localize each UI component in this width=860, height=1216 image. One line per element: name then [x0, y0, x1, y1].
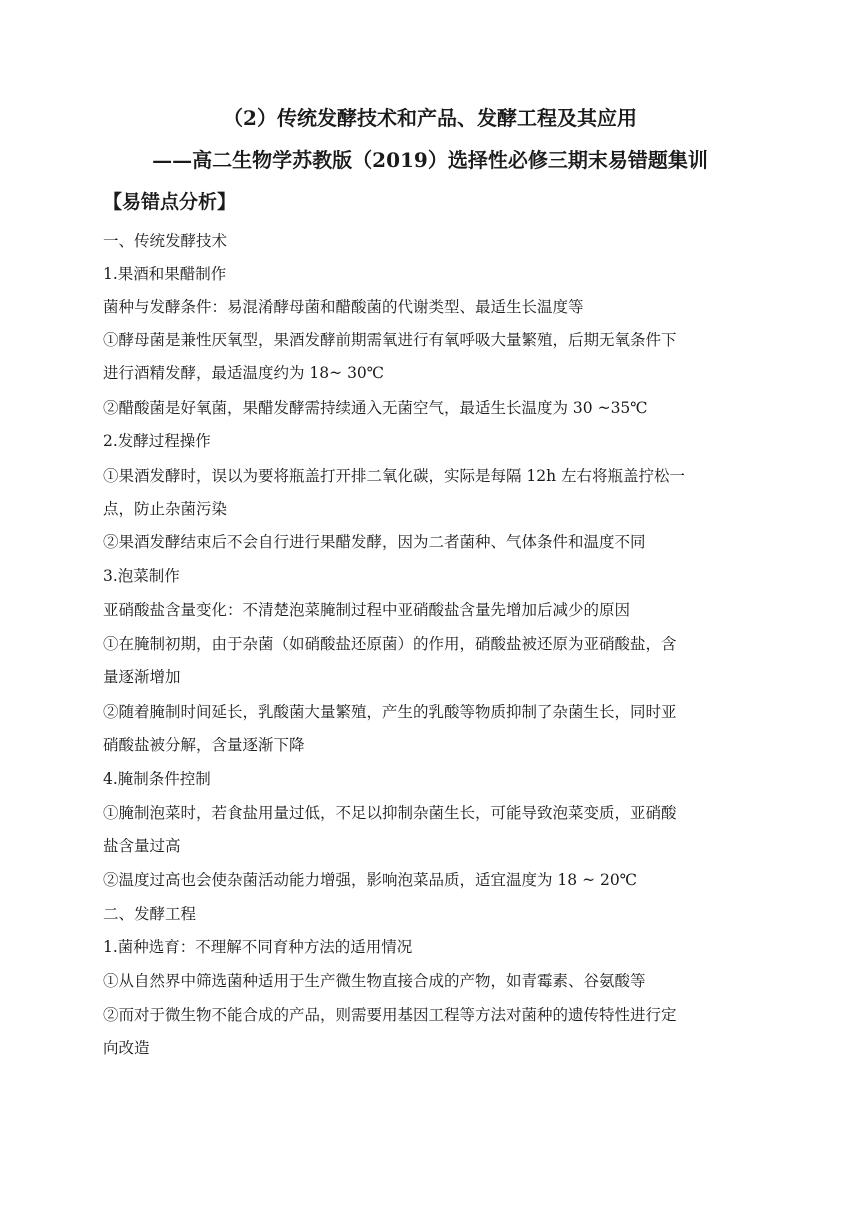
text-line: ②而对于微生物不能合成的产品，则需要用基因工程等方法对菌种的遗传特性进行定 [103, 1006, 677, 1024]
subheading-pickles: 3.泡菜制作 [103, 567, 180, 585]
text-line: 进行酒精发酵，最适温度约为 18~ 30℃ [103, 364, 385, 382]
document-title: （2）传统发酵技术和产品、发酵工程及其应用 [223, 106, 637, 130]
text-line: 点，防止杂菌污染 [103, 500, 228, 518]
text-line: ②果酒发酵结束后不会自行进行果醋发酵，因为二者菌种、气体条件和温度不同 [103, 533, 646, 551]
text-line: 菌种与发酵条件：易混淆酵母菌和醋酸菌的代谢类型、最适生长温度等 [103, 298, 584, 316]
text-line: ①在腌制初期，由于杂菌（如硝酸盐还原菌）的作用，硝酸盐被还原为亚硝酸盐，含 [103, 635, 677, 653]
text-line: ①从自然界中筛选菌种适用于生产微生物直接合成的产物，如青霉素、谷氨酸等 [103, 972, 646, 990]
text-line: 硝酸盐被分解，含量逐渐下降 [103, 736, 305, 754]
subheading-strain-selection: 1.菌种选育：不理解不同育种方法的适用情况 [103, 938, 413, 956]
text-line: ②随着腌制时间延长，乳酸菌大量繁殖，产生的乳酸等物质抑制了杂菌生长，同时亚 [103, 703, 677, 721]
text-line: 量逐渐增加 [103, 668, 181, 686]
text-line: ①酵母菌是兼性厌氧型，果酒发酵前期需氧进行有氧呼吸大量繁殖，后期无氧条件下 [103, 331, 677, 349]
subheading-wine-vinegar: 1.果酒和果醋制作 [103, 265, 227, 283]
text-line: ②醋酸菌是好氧菌，果醋发酵需持续通入无菌空气，最适生长温度为 30 ~35℃ [103, 399, 648, 417]
text-line: 亚硝酸盐含量变化：不清楚泡菜腌制过程中亚硝酸盐含量先增加后减少的原因 [103, 601, 631, 619]
text-line: ②温度过高也会使杂菌活动能力增强，影响泡菜品质，适宜温度为 18 ~ 20℃ [103, 871, 638, 889]
text-line: 盐含量过高 [103, 837, 181, 855]
subheading-conditions: 4.腌制条件控制 [103, 770, 211, 788]
heading-fermentation-engineering: 二、发酵工程 [103, 905, 197, 923]
subheading-process: 2.发酵过程操作 [103, 432, 211, 450]
heading-traditional-fermentation: 一、传统发酵技术 [103, 232, 228, 250]
text-line: ①果酒发酵时，误以为要将瓶盖打开排二氧化碳，实际是每隔 12h 左右将瓶盖拧松一 [103, 467, 686, 485]
section-heading: 【易错点分析】 [103, 191, 237, 213]
text-line: 向改造 [103, 1039, 150, 1057]
text-line: ①腌制泡菜时，若食盐用量过低，不足以抑制杂菌生长，可能导致泡菜变质，亚硝酸 [103, 804, 677, 822]
document-subtitle: ——高二生物学苏教版（2019）选择性必修三期末易错题集训 [152, 148, 708, 172]
